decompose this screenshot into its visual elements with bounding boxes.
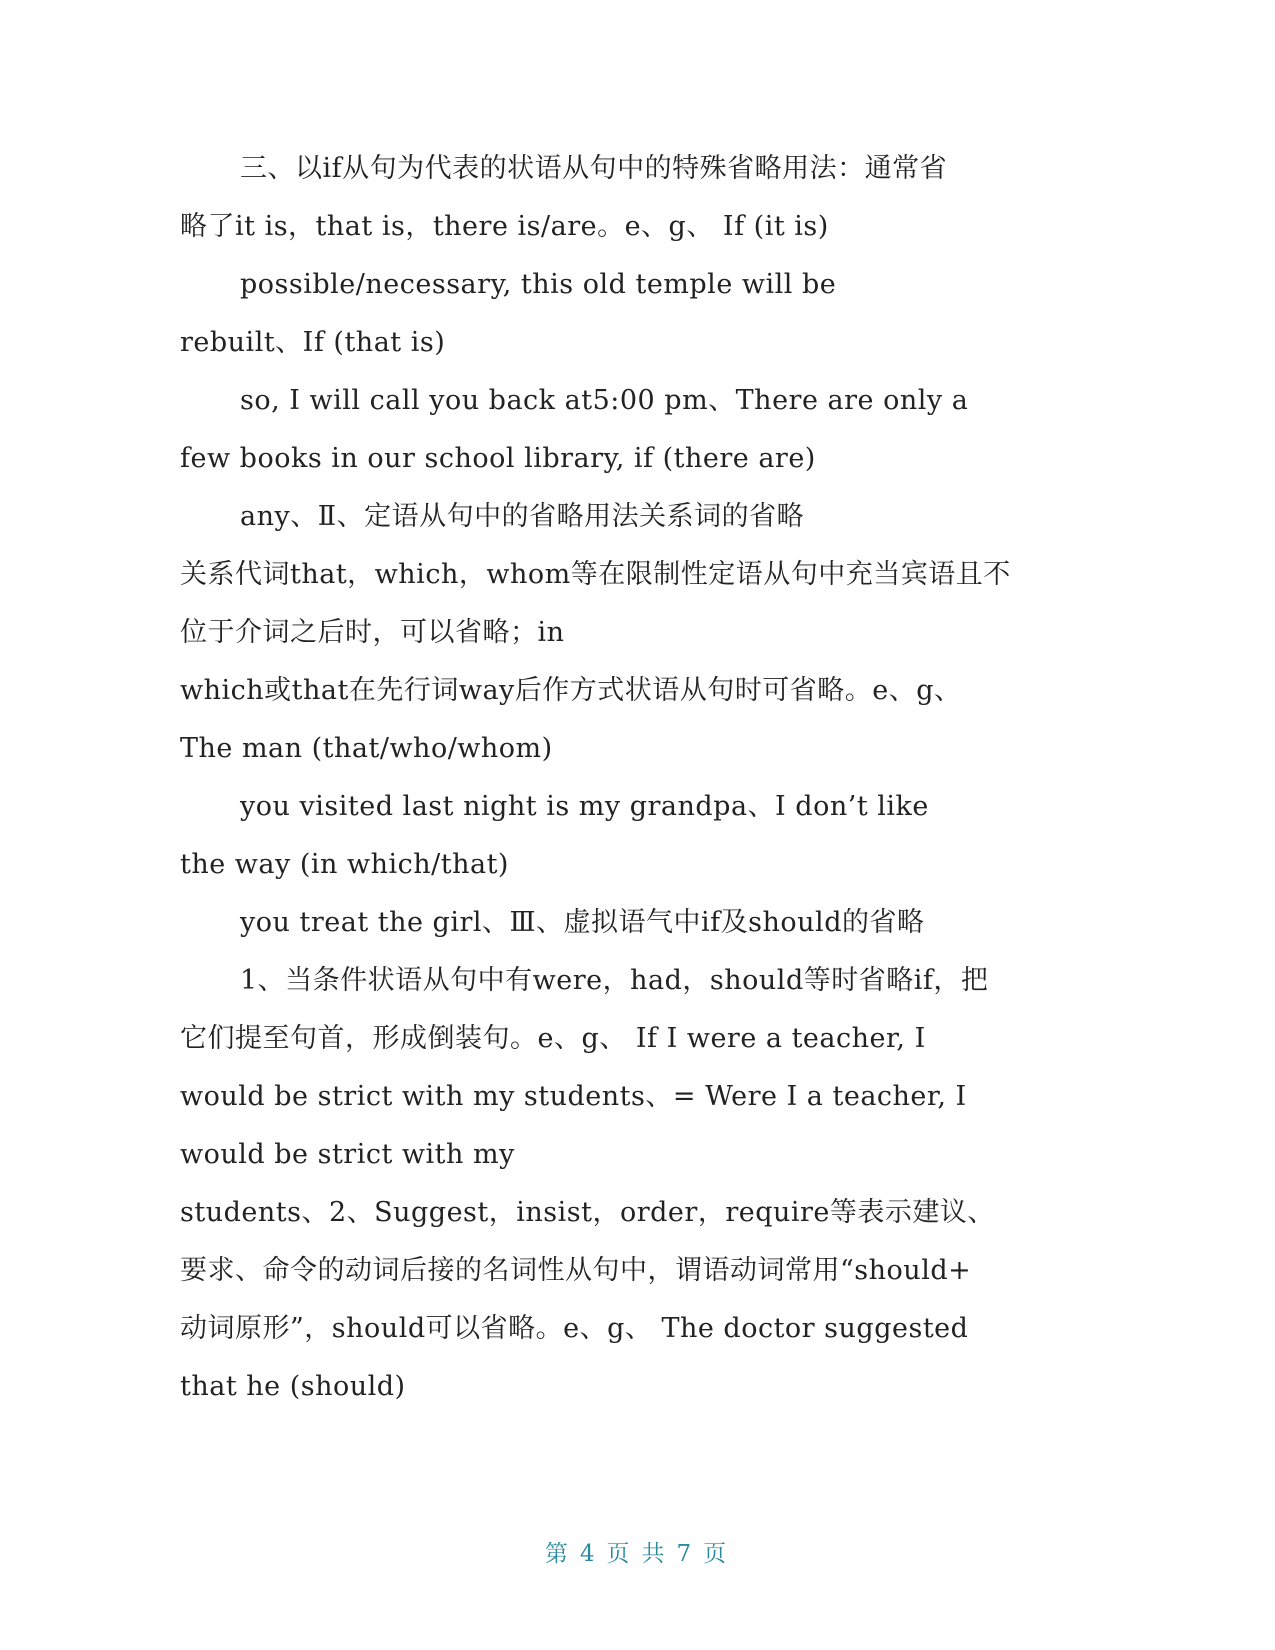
text-line: 要求、命令的动词后接的名词性从句中，谓语动词常用“should+: [180, 1255, 972, 1286]
text-line: 位于介词之后时，可以省略；in: [180, 617, 565, 648]
text-line: so, I will call you back at5:00 pm、There are only a: [240, 385, 969, 416]
text-line: any、Ⅱ、定语从句中的省略用法关系词的省略: [240, 501, 805, 532]
text-line: few books in our school library, if (there are): [180, 443, 816, 474]
text-line: 它们提至句首，形成倒装句。e、g、 If I were a teacher, I: [180, 1023, 926, 1054]
text-line: 关系代词that，which，whom等在限制性定语从句中充当宾语且不: [180, 559, 1011, 590]
text-line: possible/necessary, this old temple will be: [240, 269, 837, 300]
text-line: you visited last night is my grandpa、I don’t like: [240, 791, 929, 822]
text-line: 略了it is，that is，there is/are。e、g、 If (it is): [180, 211, 829, 242]
footer-suffix: 页: [703, 1541, 731, 1567]
text-line: that he (should): [180, 1371, 406, 1402]
text-line: 三、以if从句为代表的状语从句中的特殊省略用法：通常省: [240, 153, 948, 184]
text-line: 动词原形”，should可以省略。e、g、 The doctor suggested: [180, 1313, 969, 1344]
footer-total-label: 共: [641, 1541, 669, 1567]
text-line: the way (in which/that): [180, 849, 509, 880]
text-line: you treat the girl、Ⅲ、虚拟语气中if及should的省略: [240, 907, 925, 938]
page-footer: [0, 1535, 1275, 1568]
text-line: 1、当条件状语从句中有were，had，should等时省略if，把: [240, 965, 989, 996]
text-line: would be strict with my: [180, 1139, 515, 1170]
footer-prefix: 第: [544, 1541, 572, 1567]
document-body: [180, 140, 1040, 1416]
footer-page-unit: 页: [606, 1541, 634, 1567]
text-line: The man (that/who/whom): [180, 733, 553, 764]
text-line: which或that在先行词way后作方式状语从句时可省略。e、g、: [180, 675, 962, 706]
text-line: students、2、Suggest，insist，order，require等表示建议、: [180, 1197, 995, 1228]
footer-total-pages: 7: [676, 1541, 696, 1567]
text-line: would be strict with my students、= Were I a teacher, I: [180, 1081, 967, 1112]
footer-current-page: 4: [579, 1541, 599, 1567]
text-line: rebuilt、If (that is): [180, 327, 446, 358]
